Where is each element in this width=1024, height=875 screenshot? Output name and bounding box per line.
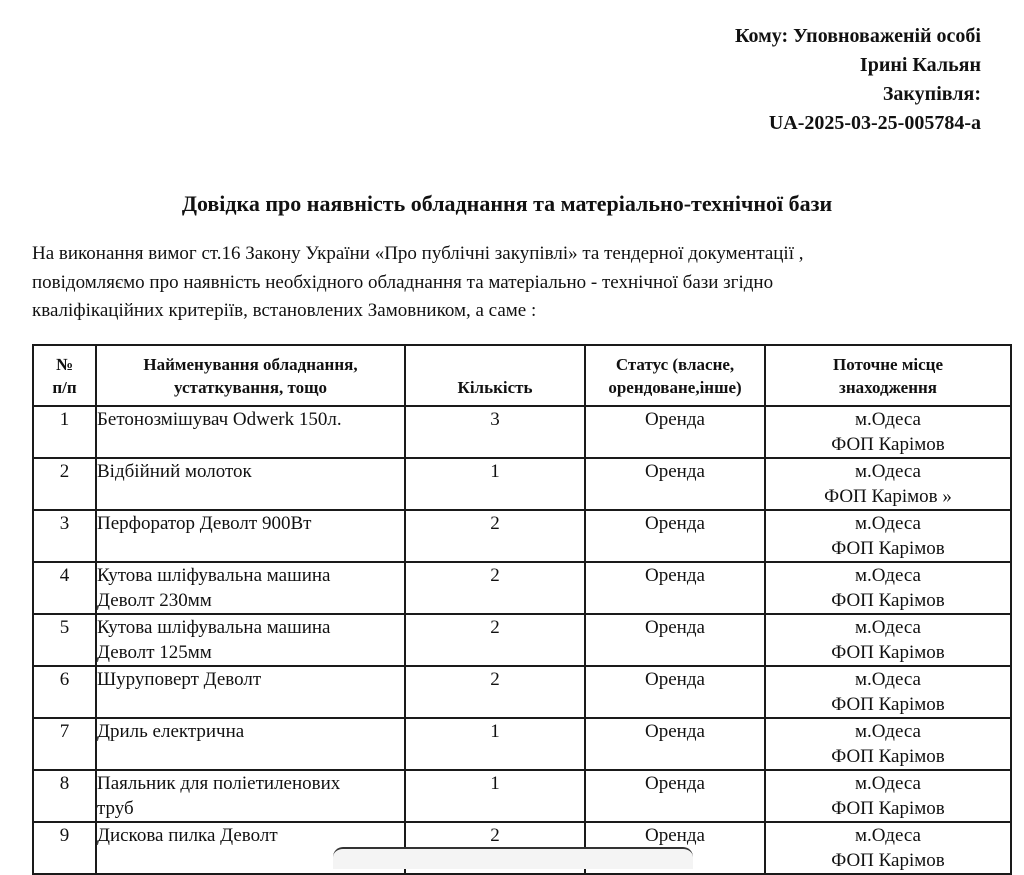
- addressee-line-to: Кому: Уповноваженій особі: [735, 25, 981, 47]
- cell-name-line: Відбійний молоток: [97, 461, 252, 482]
- cell-location: [765, 406, 1011, 458]
- header-name: [96, 345, 405, 406]
- header-location-line: Поточне місце: [832, 355, 944, 374]
- cell-num: 9: [33, 822, 96, 874]
- cell-location-line: ФОП Карімов: [831, 538, 945, 559]
- cell-name-line: Кутова шліфувальна машина: [97, 565, 331, 586]
- cell-name-line: Перфоратор Деволт 900Вт: [97, 513, 312, 534]
- cell-name-line: Шуруповерт Деволт: [97, 669, 262, 690]
- cell-status: Оренда: [585, 614, 765, 666]
- header-num-line: п/п: [52, 378, 77, 397]
- cell-quantity: 1: [405, 718, 585, 770]
- cell-name-line: Бетонозмішувач Odwerk 150л.: [97, 409, 342, 430]
- cell-name: [96, 614, 405, 666]
- cell-name-line: труб: [97, 798, 134, 819]
- floating-toolbar[interactable]: [333, 847, 693, 869]
- cell-location-line: ФОП Карімов: [831, 434, 945, 455]
- cell-name: [96, 770, 405, 822]
- cell-num: 8: [33, 770, 96, 822]
- cell-quantity: 2: [405, 666, 585, 718]
- cell-name: [96, 718, 405, 770]
- cell-name: [96, 458, 405, 510]
- table-row: [33, 458, 1011, 510]
- cell-status: Оренда: [585, 822, 765, 874]
- cell-name-line: Кутова шліфувальна машина: [97, 617, 331, 638]
- cell-location-line: ФОП Карімов: [831, 694, 945, 715]
- cell-status: Оренда: [585, 562, 765, 614]
- cell-location-line: м.Одеса: [855, 461, 921, 482]
- cell-name: [96, 562, 405, 614]
- header-location: [765, 345, 1011, 406]
- cell-name-line: Дискова пилка Деволт: [97, 825, 278, 846]
- header-status-line: орендоване,інше): [608, 378, 742, 397]
- cell-location-line: м.Одеса: [855, 617, 921, 638]
- cell-name: [96, 406, 405, 458]
- header-status-line: Статус (власне,: [615, 355, 735, 374]
- cell-location-line: ФОП Карімов: [831, 798, 945, 819]
- table-row: [33, 666, 1011, 718]
- header-num: [33, 345, 96, 406]
- cell-location: [765, 666, 1011, 718]
- cell-quantity: 3: [405, 406, 585, 458]
- cell-status: Оренда: [585, 510, 765, 562]
- cell-quantity: 2: [405, 562, 585, 614]
- cell-name-line: Деволт 125мм: [97, 642, 212, 663]
- cell-status: Оренда: [585, 458, 765, 510]
- intro-line: кваліфікаційних критеріїв, встановлених Замовником, а саме :: [32, 300, 537, 321]
- cell-location: [765, 562, 1011, 614]
- header-name-line: устаткування, тощо: [174, 378, 327, 397]
- header-name-line: Найменування обладнання,: [143, 355, 358, 374]
- addressee-line-procurement-id: UA-2025-03-25-005784-a: [768, 112, 981, 134]
- cell-num: 7: [33, 718, 96, 770]
- table-row: [33, 510, 1011, 562]
- document-title: Довідка про наявність обладнання та матеріально-технічної бази: [181, 191, 833, 216]
- cell-num: 4: [33, 562, 96, 614]
- cell-location-line: м.Одеса: [855, 825, 921, 846]
- header-location-line: знаходження: [838, 378, 938, 397]
- cell-name-line: Дриль електрична: [97, 721, 245, 742]
- cell-location: [765, 510, 1011, 562]
- cell-location: [765, 822, 1011, 874]
- header-status: [585, 345, 765, 406]
- addressee-block: [735, 22, 981, 138]
- cell-location-line: ФОП Карімов »: [824, 486, 952, 507]
- cell-location-line: м.Одеса: [855, 669, 921, 690]
- cell-quantity: 2: [405, 822, 585, 874]
- cell-quantity: 1: [405, 458, 585, 510]
- equipment-table: [32, 344, 1012, 875]
- cell-name: [96, 510, 405, 562]
- cell-num: 6: [33, 666, 96, 718]
- cell-location-line: ФОП Карімов: [831, 590, 945, 611]
- cell-location-line: м.Одеса: [855, 565, 921, 586]
- table-body: [33, 406, 1011, 874]
- table-row: [33, 614, 1011, 666]
- cell-num: 1: [33, 406, 96, 458]
- cell-location-line: ФОП Карімов: [831, 850, 945, 871]
- cell-status: Оренда: [585, 718, 765, 770]
- intro-line: На виконання вимог ст.16 Закону України «Про публічні закупівлі» та тендерної документації ,: [32, 243, 804, 264]
- table-header-row: [33, 345, 1011, 406]
- table-row: [33, 770, 1011, 822]
- cell-num: 3: [33, 510, 96, 562]
- cell-location-line: м.Одеса: [855, 409, 921, 430]
- cell-location: [765, 770, 1011, 822]
- cell-quantity: 1: [405, 770, 585, 822]
- cell-location: [765, 614, 1011, 666]
- cell-quantity: 2: [405, 510, 585, 562]
- addressee-line-procurement-label: Закупівля:: [882, 83, 981, 105]
- cell-location: [765, 458, 1011, 510]
- intro-line: повідомляємо про наявність необхідного обладнання та матеріально - технічної бази згідно: [32, 271, 774, 293]
- cell-num: 2: [33, 458, 96, 510]
- cell-location-line: ФОП Карімов: [831, 746, 945, 767]
- intro-paragraph: [32, 240, 1012, 326]
- header-num-line: №: [55, 355, 74, 374]
- table-row: [33, 718, 1011, 770]
- cell-name-line: Деволт 230мм: [97, 590, 212, 611]
- cell-location-line: м.Одеса: [855, 513, 921, 534]
- table-row: [33, 562, 1011, 614]
- cell-location-line: м.Одеса: [855, 721, 921, 742]
- table-row: [33, 406, 1011, 458]
- cell-name: [96, 666, 405, 718]
- cell-location: [765, 718, 1011, 770]
- cell-num: 5: [33, 614, 96, 666]
- cell-status: Оренда: [585, 406, 765, 458]
- header-quantity: Кількість: [405, 345, 585, 406]
- cell-quantity: 2: [405, 614, 585, 666]
- cell-location-line: ФОП Карімов: [831, 642, 945, 663]
- cell-status: Оренда: [585, 666, 765, 718]
- cell-location-line: м.Одеса: [855, 773, 921, 794]
- cell-name-line: Паяльник для поліетиленових: [97, 773, 341, 794]
- cell-status: Оренда: [585, 770, 765, 822]
- addressee-line-name: Ірині Кальян: [859, 54, 981, 76]
